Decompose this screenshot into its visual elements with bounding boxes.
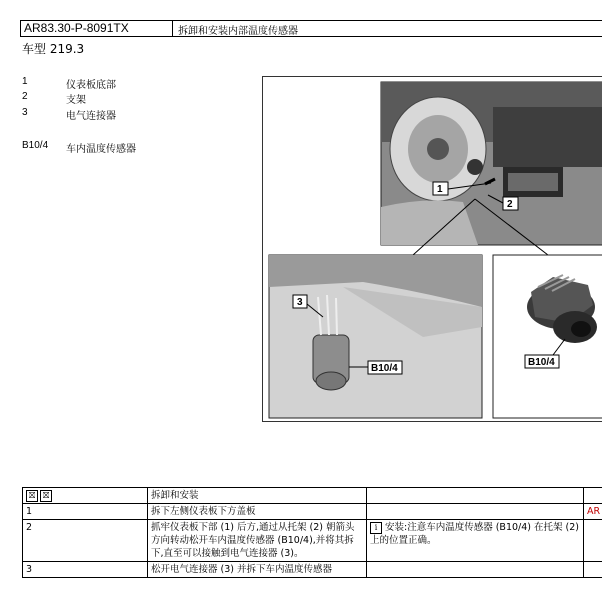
legend-number: B10/4 [22, 140, 49, 151]
step-reference [584, 520, 602, 562]
callout-1: 1 [437, 184, 443, 195]
step-reference [584, 562, 602, 578]
table-header-row [23, 488, 602, 504]
step-reference-link[interactable]: AR [584, 504, 602, 520]
table-header-icons [23, 488, 148, 504]
step-note: 安装:注意车内温度传感器 (B10/4) 在托架 (2) 上的位置正确。 [370, 522, 579, 546]
step-note-cell [367, 520, 584, 562]
legend-text: 支架 [66, 95, 86, 106]
step-note [367, 504, 584, 520]
callout-3: 3 [297, 297, 303, 308]
table-header-title: 拆卸和安装 [148, 488, 367, 504]
legend-text: 仪表板底部 [66, 80, 116, 91]
legend-number: 2 [22, 91, 28, 102]
header-divider [172, 20, 173, 37]
table-row [23, 504, 602, 520]
step-note [367, 562, 584, 578]
document-title: 拆卸和安装内部温度传感器 [178, 26, 298, 37]
illustration-svg [263, 77, 602, 422]
vehicle-model: 车型 219.3 [22, 42, 85, 56]
info-icon: i [370, 522, 382, 534]
dashboard-photo [381, 82, 602, 245]
step-number: 3 [23, 562, 148, 578]
callout-b104: B10/4 [371, 363, 398, 374]
illustration-figure [262, 76, 602, 422]
procedure-table [22, 487, 602, 578]
step-text: 抓牢仪表板下部 (1) 后方,通过从托架 (2) 朝箭头方向转动松开车内温度传感器 (B10/4),并将其拆下,直至可以接触到电气连接器 (3)。 [148, 520, 367, 562]
remove-icon: ⛝ [26, 490, 38, 502]
legend-number: 3 [22, 107, 28, 118]
sensor-photo [493, 255, 602, 418]
install-icon: ⛝ [40, 490, 52, 502]
step-text: 拆下左侧仪表板下方盖板 [148, 504, 367, 520]
connector-photo [269, 255, 482, 418]
callout-b104-2: B10/4 [528, 357, 555, 368]
table-header-ref [584, 488, 602, 504]
step-number: 2 [23, 520, 148, 562]
table-header-notes [367, 488, 584, 504]
step-number: 1 [23, 504, 148, 520]
table-row [23, 562, 602, 578]
step-text: 松开电气连接器 (3) 并拆下车内温度传感器 [148, 562, 367, 578]
callout-2: 2 [507, 199, 513, 210]
table-row [23, 520, 602, 562]
legend-number: 1 [22, 76, 28, 87]
document-code: AR83.30-P-8091TX [24, 21, 129, 35]
legend-text: 电气连接器 [66, 111, 116, 122]
legend-text: 车内温度传感器 [66, 144, 136, 155]
